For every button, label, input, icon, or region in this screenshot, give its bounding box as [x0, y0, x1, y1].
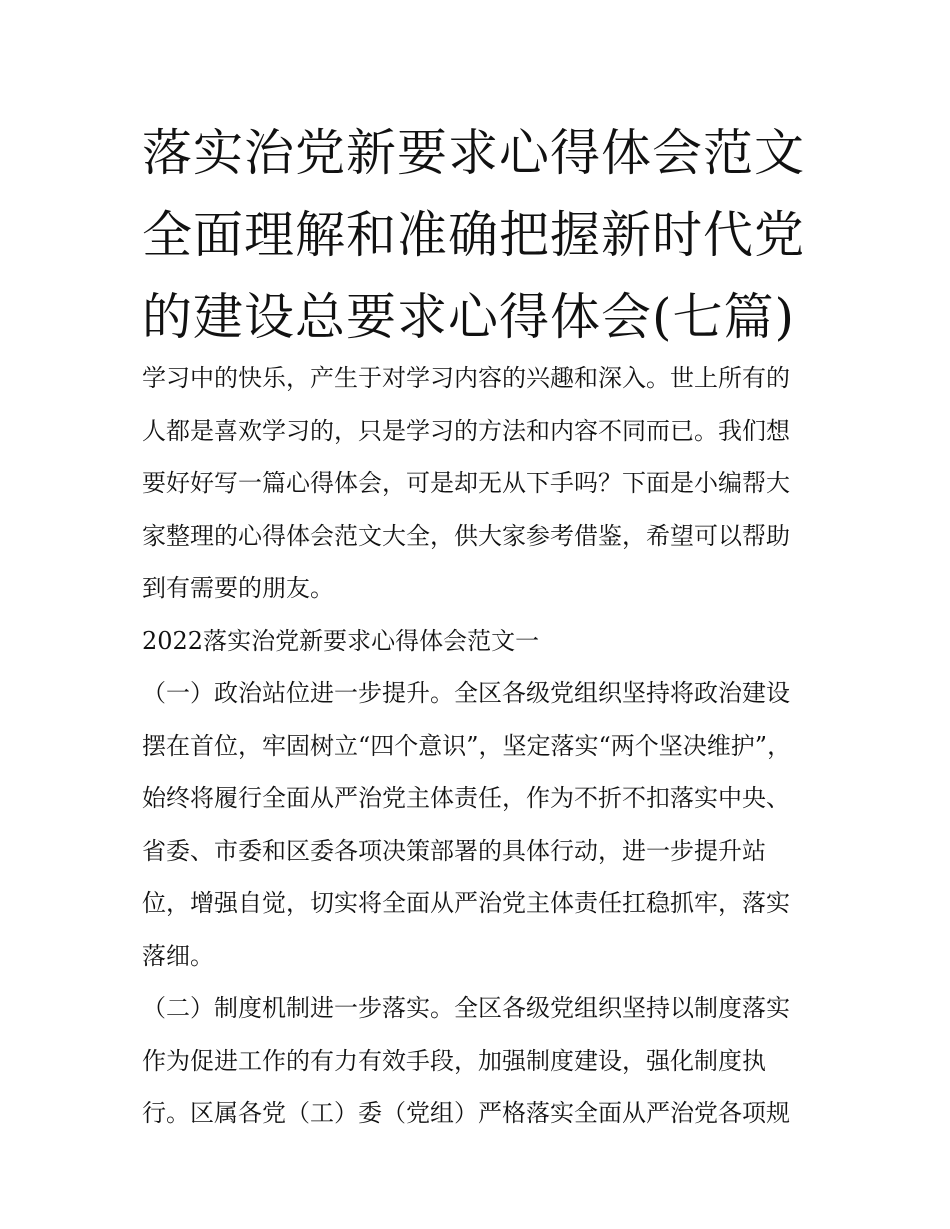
- paragraph-one-line-3: 始终将履行全面从严治党主体责任，作为不折不扣落实中央、: [142, 784, 790, 812]
- intro-line-3: 要好好写一篇心得体会，可是却无从下手吗？下面是小编帮大: [142, 469, 790, 497]
- intro-line-1: 学习中的快乐，产生于对学习内容的兴趣和深入。世上所有的: [142, 364, 790, 392]
- section-heading: 2022落实治党新要求心得体会范文一: [142, 626, 540, 655]
- paragraph-two-line-3: 行。区属各党（工）委（党组）严格落实全面从严治党各项规: [142, 1099, 790, 1127]
- intro-line-5: 到有需要的朋友。: [142, 574, 334, 602]
- paragraph-one-line-1: （一）政治站位进一步提升。全区各级党组织坚持将政治建设: [142, 679, 790, 707]
- paragraph-one-line-5: 位，增强自觉，切实将全面从严治党主体责任扛稳抓牢，落实: [142, 889, 790, 917]
- intro-line-2: 人都是喜欢学习的，只是学习的方法和内容不同而已。我们想: [142, 416, 790, 445]
- document-title: [142, 112, 812, 358]
- paragraph-one: [142, 667, 814, 982]
- document-body: [142, 352, 814, 1140]
- paragraph-one-line-4: 省委、市委和区委各项决策部署的具体行动，进一步提升站: [142, 836, 766, 865]
- title-line-1: 落实治党新要求心得体会范文: [142, 124, 805, 182]
- intro-line-4: 家整理的心得体会范文大全，供大家参考借鉴，希望可以帮助: [142, 521, 790, 550]
- paragraph-two-line-2: 作为促进工作的有力有效手段，加强制度建设，强化制度执: [142, 1046, 766, 1075]
- paragraph-one-line-2: 摆在首位，牢固树立“四个意识”，坚定落实“两个坚决维护”，: [142, 731, 792, 760]
- intro-paragraph: [142, 352, 814, 615]
- paragraph-one-line-6: 落细。: [142, 941, 214, 970]
- paragraph-two-line-1: （二）制度机制进一步落实。全区各级党组织坚持以制度落实: [142, 994, 790, 1022]
- title-line-2: 全面理解和准确把握新时代党: [142, 206, 805, 264]
- title-line-3: 的建设总要求心得体会(七篇): [142, 288, 796, 346]
- paragraph-two: [142, 982, 814, 1140]
